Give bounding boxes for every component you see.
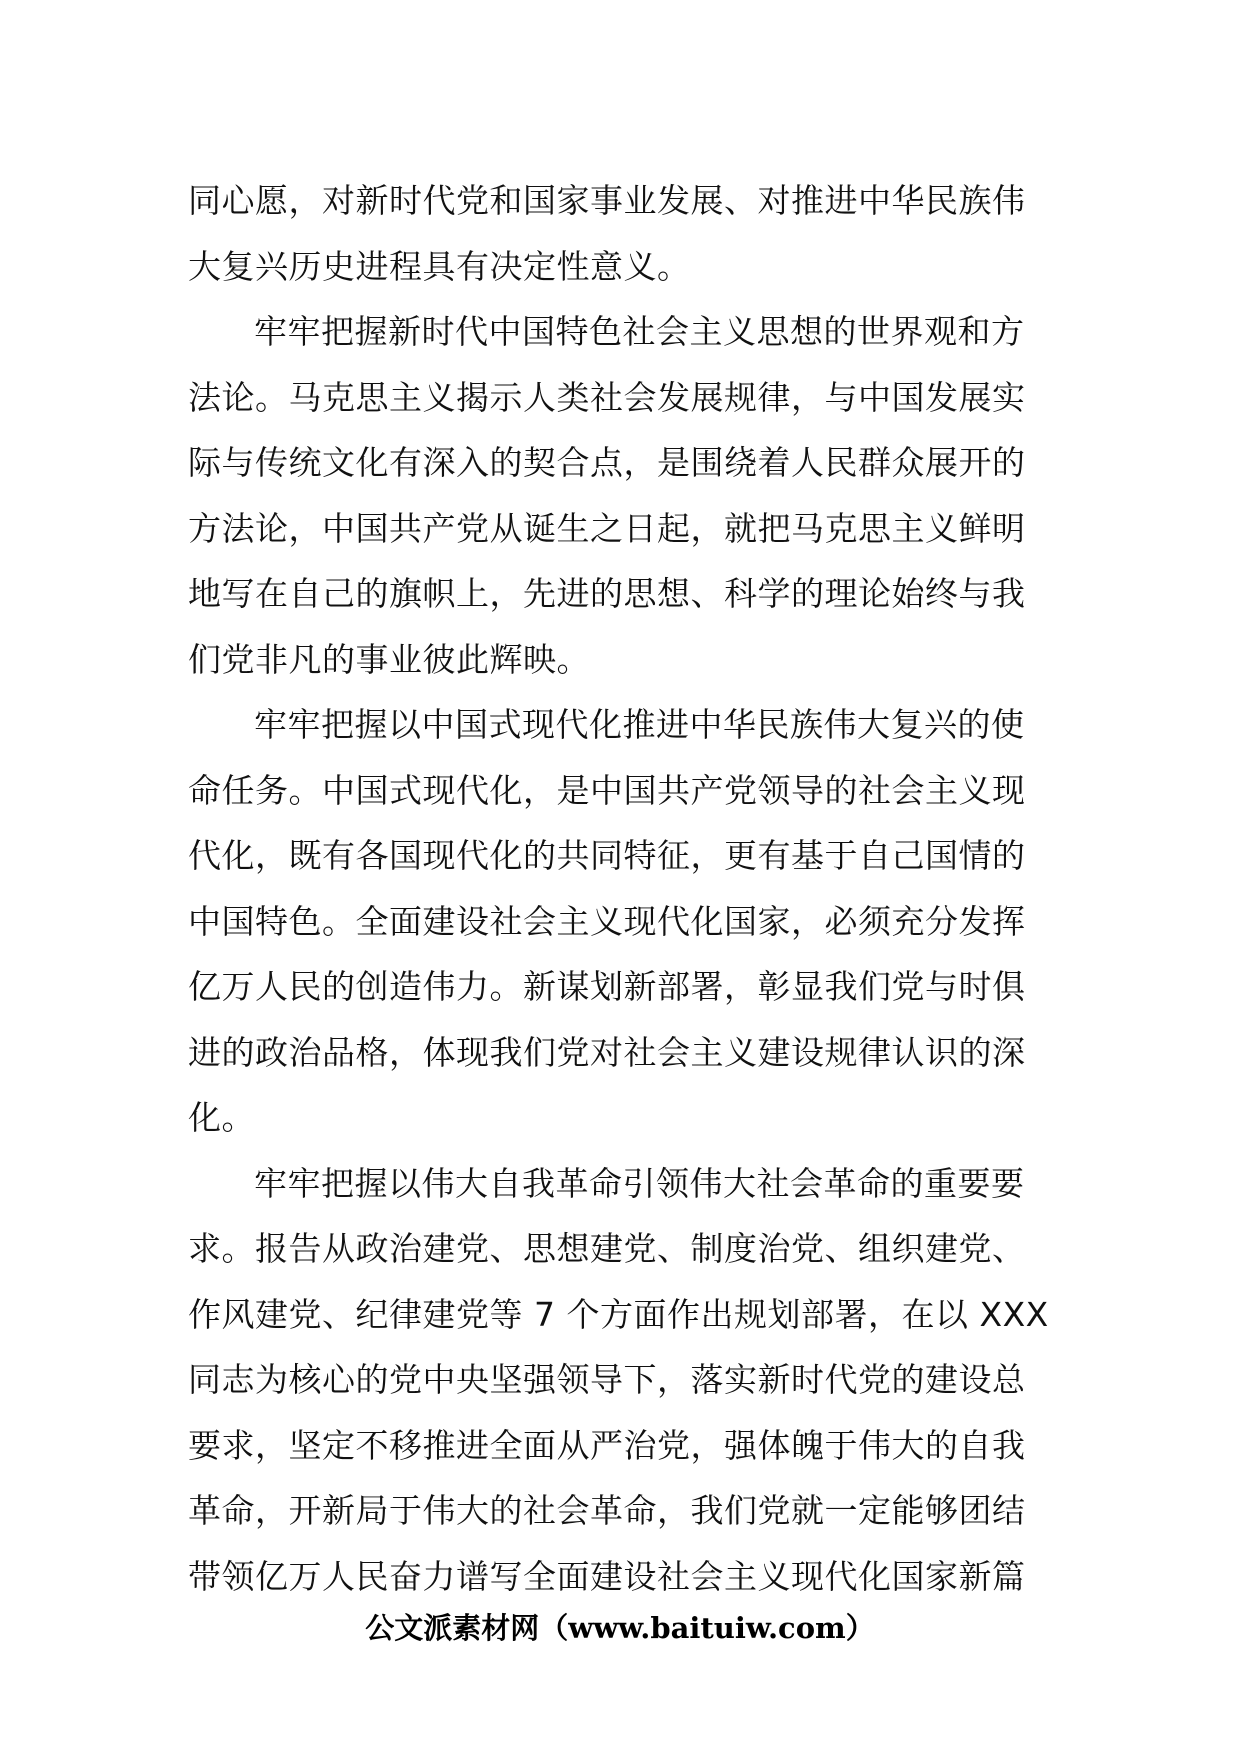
paragraph-line: 求。报告从政治建党、思想建党、制度治党、组织建党、 (188, 1229, 1026, 1268)
paragraph-line: 牢牢把握以伟大自我革命引领伟大社会革命的重要要 (254, 1163, 1025, 1203)
paragraph-line: 际与传统文化有深入的契合点，是围绕着人民群众展开的 (188, 443, 1026, 482)
paragraph-line: 方法论，中国共产党从诞生之日起，就把马克思主义鲜明 (188, 508, 1026, 548)
paragraph-line: 命任务。中国式现代化，是中国共产党领导的社会主义现 (188, 770, 1026, 810)
page-footer: 公文派素材网（www.baituiw.com） (365, 1611, 875, 1645)
paragraph-line: 中国特色。全面建设社会主义现代化国家，必须充分发挥 (188, 901, 1026, 941)
paragraph-line: 带领亿万人民奋力谱写全面建设社会主义现代化国家新篇 (188, 1556, 1026, 1596)
paragraph-line: 同志为核心的党中央坚强领导下，落实新时代党的建设总 (188, 1360, 1026, 1399)
paragraph-line: 代化，既有各国现代化的共同特征，更有基于自己国情的 (188, 836, 1026, 875)
paragraph-line: 亿万人民的创造伟力。新谋划新部署，彰显我们党与时俱 (188, 967, 1026, 1006)
paragraph-line: 牢牢把握新时代中国特色社会主义思想的世界观和方 (254, 312, 1025, 351)
paragraph-line: 牢牢把握以中国式现代化推进中华民族伟大复兴的使 (254, 705, 1025, 744)
paragraph-line: 法论。马克思主义揭示人类社会发展规律，与中国发展实 (188, 377, 1026, 417)
paragraph-line: 们党非凡的事业彼此辉映。 (188, 639, 590, 679)
paragraph-line: 进的政治品格，体现我们党对社会主义建设规律认识的深 (188, 1032, 1026, 1072)
paragraph-line: 作风建党、纪律建党等 7 个方面作出规划部署，在以 XXX (188, 1294, 1049, 1334)
paragraph-line: 大复兴历史进程具有决定性意义。 (188, 246, 691, 286)
document-body (188, 168, 1058, 1609)
paragraph-line: 地写在自己的旗帜上，先进的思想、科学的理论始终与我 (188, 574, 1026, 613)
paragraph-line: 要求，坚定不移推进全面从严治党，强体魄于伟大的自我 (188, 1425, 1026, 1465)
paragraph-line: 同心愿，对新时代党和国家事业发展、对推进中华民族伟 (188, 181, 1026, 220)
paragraph-line: 革命，开新局于伟大的社会革命，我们党就一定能够团结 (188, 1491, 1026, 1530)
paragraph-line: 化。 (188, 1098, 255, 1137)
